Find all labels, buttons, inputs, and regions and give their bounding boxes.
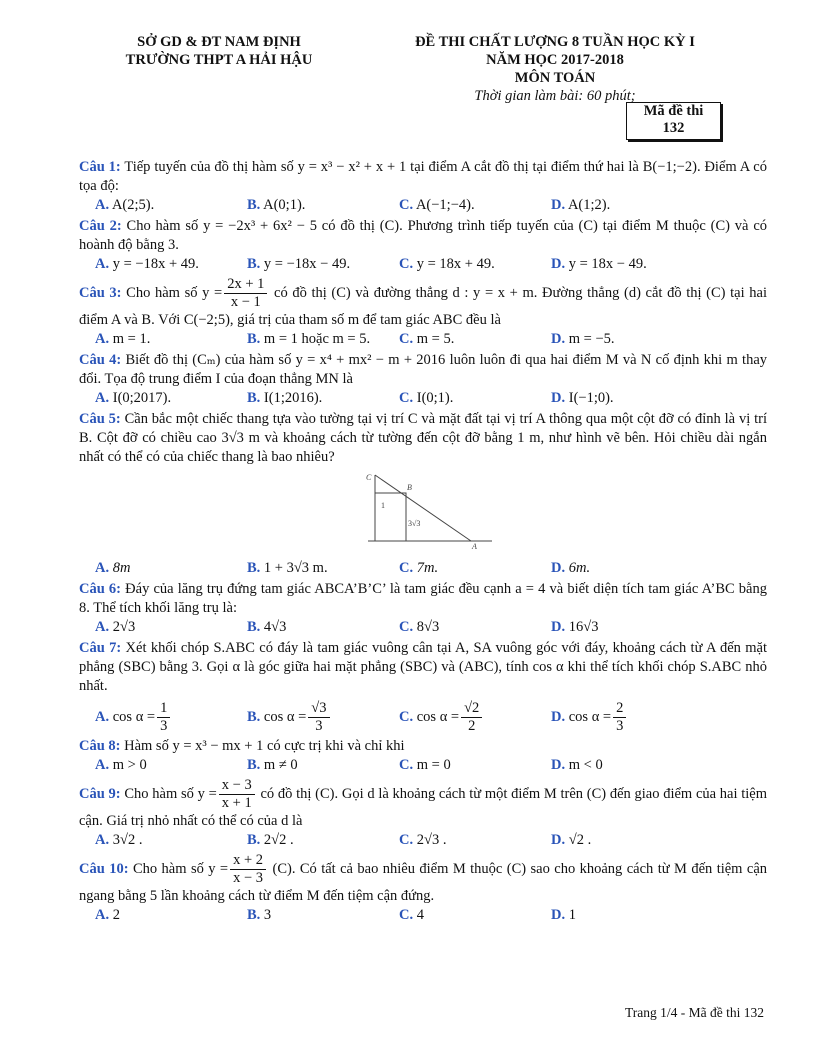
answer-b[interactable]: B. 2√2 . <box>247 832 294 848</box>
answer-row <box>79 700 767 735</box>
answer-c[interactable]: C. m = 0 <box>399 757 451 773</box>
question-10: Câu 10: Cho hàm số y = $\frac{x + 2}{x - 3}$ (C). Có tất cả bao nhiêu điểm M thuộc (C) sao cho khoảng cách từ M đến tiệm cận ngang bằng 5 lần khoảng cách từ điểm M đến tiệm cận đứng. <box>79 852 768 904</box>
answer-b[interactable]: B. I(1;2016). <box>247 390 323 406</box>
answer-c[interactable]: C. m = 5. <box>399 331 455 347</box>
answer-a[interactable]: A. A(2;5). <box>95 197 155 213</box>
answer-a[interactable]: A. y = −18x + 49. <box>95 256 199 272</box>
answer-a[interactable]: A. 2√3 <box>95 619 136 635</box>
answer-b[interactable]: B. cos α = $\frac{√3}{3}$ <box>231 700 383 735</box>
answer-a[interactable]: A. 2 <box>95 907 120 923</box>
support-rect <box>375 493 406 541</box>
question-label: Câu 7: <box>79 640 122 656</box>
question-4 <box>79 351 767 389</box>
answer-d[interactable]: D. √2 . <box>551 832 592 848</box>
ladder-diagram <box>366 471 496 549</box>
question-text: (C). Có tất cả bao nhiêu điểm M thuộc (C) sao cho khoảng cách từ M đến tiệm cận ngang bằng 5 lần khoảng cách từ điểm M đến tiệm cận đứng. <box>79 860 768 904</box>
question-3: Câu 3: Cho hàm số y = $\frac{2x + 1}{x - 1}$ có đồ thị (C) và đường thẳng d : y = x + m. Đường thẳng (d) cắt đồ thị (C) tại hai điểm A và B. Với C(−2;5), giá trị của tham số m để tam giác ABC đều là <box>79 276 767 328</box>
label-height: 3√3 <box>408 519 421 528</box>
question-label: Câu 9: <box>79 785 121 802</box>
question-text: Xét khối chóp S.ABC có đáy là tam giác vuông cân tại A, SA vuông góc với đáy, khoảng cách từ A đến mặt phẳng (SBC) bằng 3. Gọi α là góc giữa hai mặt phẳng (SBC) và (ABC), tính cos α khi thể tích khối chóp S.ABC nhỏ nhất. <box>79 640 767 694</box>
question-label: Câu 5: <box>79 411 121 427</box>
answer-a[interactable]: A. m = 1. <box>95 331 151 347</box>
question-text: có đồ thị (C) và đường thẳng d : y = x + m. Đường thẳng (d) cắt đồ thị (C) tại hai điểm A và B. Với C(−2;5), giá trị của tham số m để tam giác ABC đều là <box>79 284 767 328</box>
exam-code-value: 132 <box>662 120 685 136</box>
answer-row <box>79 196 767 215</box>
answer-b[interactable]: B. 3 <box>247 907 272 923</box>
answer-a[interactable]: A. cos α = $\frac{1}{3}$ <box>79 700 231 735</box>
school-name: TRƯỜNG THPT A HẢI HẬU <box>125 52 313 68</box>
answer-a[interactable]: A. I(0;2017). <box>95 390 172 406</box>
ladder-figure <box>366 471 767 555</box>
answer-row <box>79 559 767 578</box>
answer-d[interactable]: D. y = 18x − 49. <box>551 256 647 272</box>
answer-d[interactable]: D. m < 0 <box>551 757 603 773</box>
time-limit: Thời gian làm bài: 60 phút; <box>474 88 636 104</box>
answer-d[interactable]: D. m = −5. <box>551 331 615 347</box>
answer-b[interactable]: B. m = 1 hoặc m = 5. <box>247 331 371 347</box>
answer-a[interactable]: A. m > 0 <box>95 757 147 773</box>
answer-row <box>79 831 767 850</box>
school-year: NĂM HỌC 2017-2018 <box>486 52 624 68</box>
answer-b[interactable]: B. 1 + 3√3 m. <box>247 560 328 576</box>
question-7 <box>79 639 767 696</box>
subject: MÔN TOÁN <box>514 70 596 86</box>
question-5 <box>79 410 767 467</box>
answer-a[interactable]: A. 3√2 . <box>95 832 143 848</box>
question-6 <box>79 580 767 618</box>
question-label: Câu 2: <box>79 218 122 234</box>
question-9: Câu 9: Cho hàm số y = $\frac{x - 3}{x + 1}$ có đồ thị (C). Gọi d là khoảng cách từ một điểm M trên (C) đến giao điểm của hai tiệm cận. Giá trị nhỏ nhất có thể có của d là <box>79 777 768 829</box>
answer-row <box>79 255 767 274</box>
answer-c[interactable]: C. A(−1;−4). <box>399 197 475 213</box>
exam-title: ĐỀ THI CHẤT LƯỢNG 8 TUẦN HỌC KỲ I <box>415 34 695 50</box>
exam-code-box <box>626 102 721 140</box>
answer-d[interactable]: D. I(−1;0). <box>551 390 614 406</box>
question-label: Câu 3: <box>79 284 122 301</box>
question-text: Cho hàm số y = −2x³ + 6x² − 5 có đồ thị (C). Phương trình tiếp tuyến của (C) tại điểm M thuộc (C) và có hoành độ bằng 3. <box>79 218 768 253</box>
answer-c[interactable]: C. I(0;1). <box>399 390 454 406</box>
question-2 <box>79 217 767 255</box>
question-text: Hàm số y = x³ − mx + 1 có cực trị khi và chỉ khi <box>124 738 405 754</box>
question-text: Đáy của lăng trụ đứng tam giác ABCA’B’C’ là tam giác đều cạnh a = 4 và biết diện tích tam giác A’BC bằng 8. Thể tích khối lăng trụ là: <box>79 581 767 616</box>
fraction: $\frac{x - 3}{x + 1}$ <box>219 777 255 812</box>
answer-c[interactable]: C. y = 18x + 49. <box>399 256 495 272</box>
question-text: Cần bắc một chiếc thang tựa vào tường tại vị trí C và mặt đất tại vị trí A thông qua một cột đỡ có đỉnh là vị trí B. Cột đỡ có chiều cao 3√3 m và khoảng cách từ tường đến cột đỡ bằng 1 m, như hình vẽ bên. Hỏi chiều dài ngắn nhất có thể có của chiếc thang là bao nhiêu? <box>79 411 767 465</box>
answer-c[interactable]: C. 8√3 <box>399 619 440 635</box>
answer-b[interactable]: B. m ≠ 0 <box>247 757 298 773</box>
question-8 <box>79 737 767 756</box>
answer-b[interactable]: B. y = −18x − 49. <box>247 256 351 272</box>
page-footer: Trang 1/4 - Mã đề thi 132 <box>625 1005 764 1020</box>
questions <box>79 158 767 927</box>
answer-row <box>79 389 767 408</box>
answer-a[interactable]: A. 8m <box>95 560 131 576</box>
answer-d[interactable]: D. 1 <box>551 907 576 923</box>
header-right <box>360 33 750 105</box>
answer-d[interactable]: D. 16√3 <box>551 619 599 635</box>
answer-row <box>79 330 767 349</box>
fraction: $\frac{x + 2}{x - 3}$ <box>230 852 266 887</box>
department-name: SỞ GD & ĐT NAM ĐỊNH <box>137 34 301 50</box>
answer-b[interactable]: B. A(0;1). <box>247 197 306 213</box>
question-label: Câu 10: <box>79 860 129 877</box>
answer-c[interactable]: C. 4 <box>399 907 424 923</box>
exam-code-label: Mã đề thi <box>643 103 704 119</box>
label-a: A <box>472 542 477 549</box>
label-one: 1 <box>381 501 385 510</box>
header-left <box>88 33 350 69</box>
answer-c[interactable]: C. 2√3 . <box>399 832 447 848</box>
answer-row <box>79 618 767 637</box>
fraction: $\frac{2x + 1}{x - 1}$ <box>224 276 267 311</box>
answer-d[interactable]: D. 6m. <box>551 560 591 576</box>
answer-row <box>79 756 767 775</box>
answer-d[interactable]: D. A(1;2). <box>551 197 611 213</box>
answer-c[interactable]: C. 7m. <box>399 560 439 576</box>
question-text: Tiếp tuyến của đồ thị hàm số y = x³ − x² + x + 1 tại điểm A cắt đồ thị tại điểm thứ hai là B(−1;−2). Điểm A có tọa độ: <box>79 159 767 194</box>
question-text: có đồ thị (C). Gọi d là khoảng cách từ một điểm M trên (C) đến giao điểm của hai tiệm cận. Giá trị nhỏ nhất có thể có của d là <box>79 785 768 829</box>
label-c: C <box>366 473 372 482</box>
ladder-line <box>375 475 471 541</box>
question-label: Câu 1: <box>79 159 121 175</box>
question-label: Câu 4: <box>79 352 122 368</box>
question-label: Câu 6: <box>79 581 122 597</box>
answer-row <box>79 906 767 925</box>
answer-c[interactable]: C. cos α = $\frac{√2}{2}$ <box>383 700 535 735</box>
answer-d[interactable]: D. cos α = $\frac{2}{3}$ <box>535 700 687 735</box>
question-label: Câu 8: <box>79 738 121 754</box>
question-1 <box>79 158 767 196</box>
label-b: B <box>407 483 412 492</box>
answer-b[interactable]: B. 4√3 <box>247 619 287 635</box>
question-text: Biết đồ thị (Cₘ) của hàm số y = x⁴ + mx² − m + 2016 luôn luôn đi qua hai điểm M và N cố định khi m thay đổi. Tọa độ trung điểm I của đoạn thẳng MN là <box>79 352 768 387</box>
